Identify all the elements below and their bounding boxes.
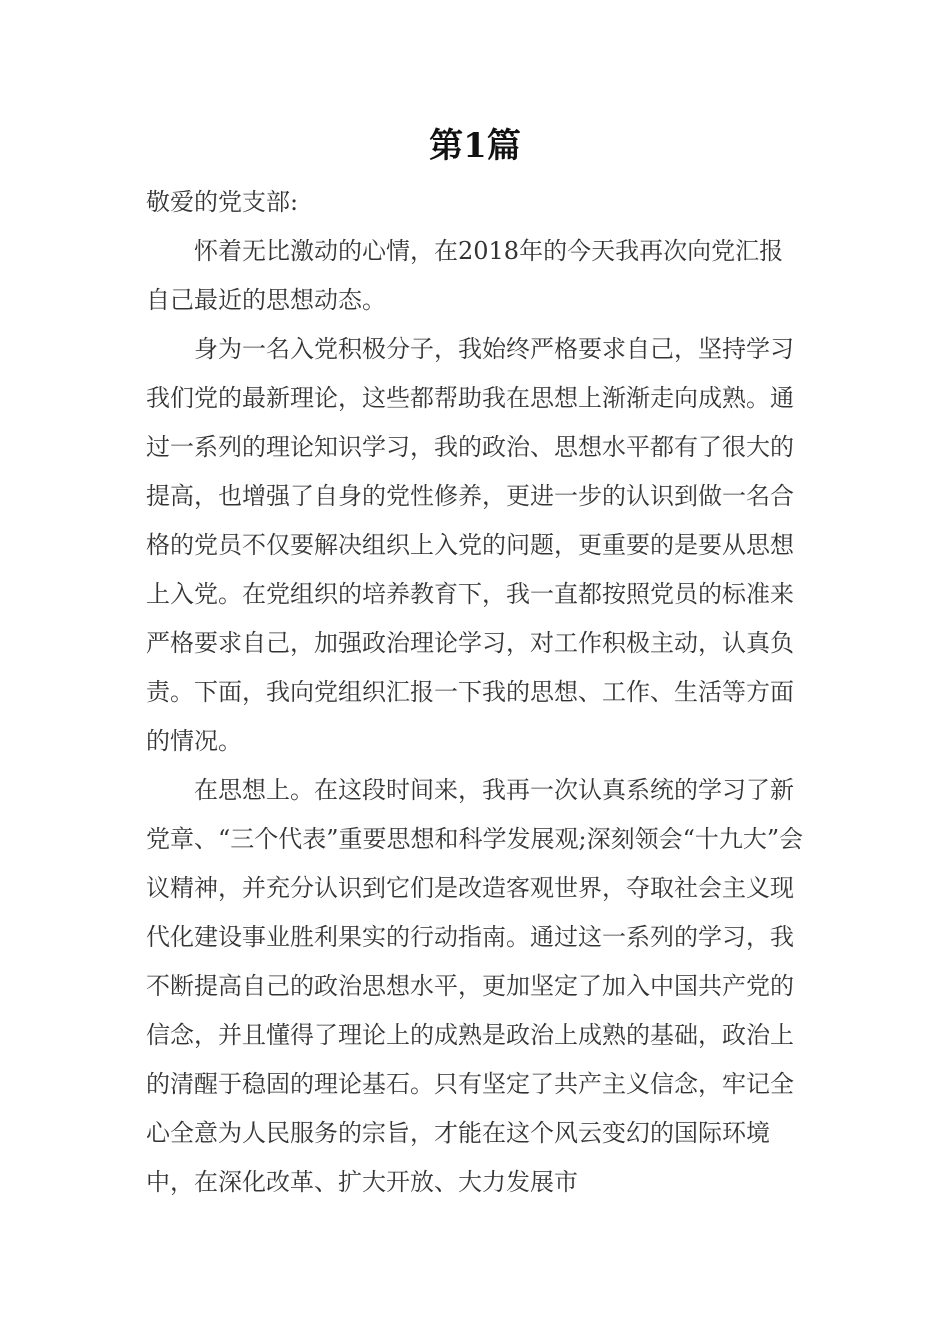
document-body — [146, 178, 806, 1207]
paragraph-3: 在思想上。在这段时间来，我再一次认真系统的学习了新党章、“三个代表”重要思想和科学发展观;深刻领会“十九大”会议精神，并充分认识到它们是改造客观世界，夺取社会主义现代化建设事业胜利果实的行动指南。通过这一系列的学习，我不断提高自己的政治思想水平，更加坚定了加入中国共产党的信念，并且懂得了理论上的成熟是政治上成熟的基础，政治上的清醒于稳固的理论基石。只有坚定了共产主义信念，牢记全心全意为人民服务的宗旨，才能在这个风云变幻的国际环境中，在深化改革、扩大开放、大力发展市 — [146, 776, 804, 1196]
paragraph-1: 怀着无比激动的心情，在2018年的今天我再次向党汇报自己最近的思想动态。 — [146, 237, 784, 314]
salutation: 敬爱的党支部: — [146, 188, 299, 216]
document-title: 第1篇 — [429, 126, 521, 166]
paragraph-2: 身为一名入党积极分子，我始终严格要求自己，坚持学习我们党的最新理论，这些都帮助我在思想上渐渐走向成熟。通过一系列的理论知识学习，我的政治、思想水平都有了很大的提高，也增强了自身的党性修养，更进一步的认识到做一名合格的党员不仅要解决组织上入党的问题，更重要的是要从思想上入党。在党组织的培养教育下，我一直都按照党员的标准来严格要求自己，加强政治理论学习，对工作积极主动，认真负责。下面，我向党组织汇报一下我的思想、工作、生活等方面的情况。 — [146, 335, 794, 755]
